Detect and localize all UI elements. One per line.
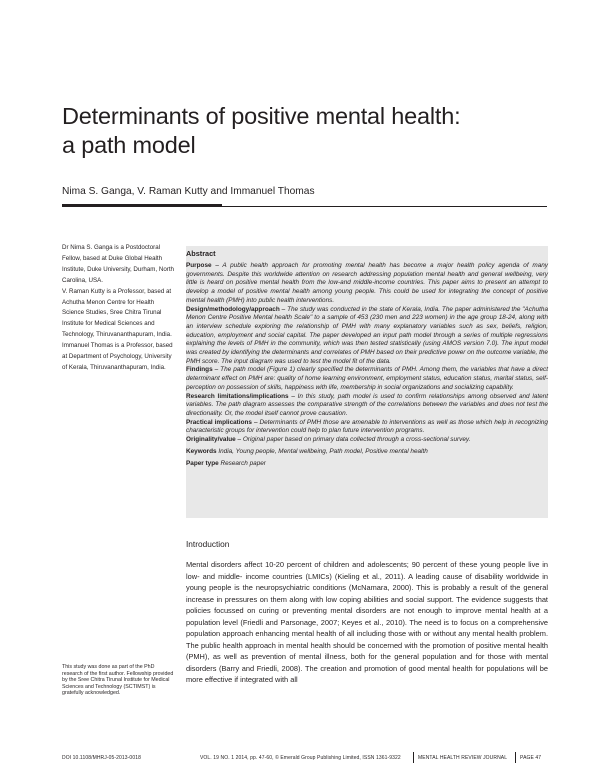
footer-page: PAGE 47 bbox=[520, 755, 542, 761]
originality-text: – Original paper based on primary data collected through a cross-sectional survey. bbox=[235, 436, 471, 444]
purpose-label: Purpose bbox=[186, 262, 212, 269]
abstract-findings bbox=[186, 366, 548, 392]
funding-text: This study was done as part of the PhD research of the first author. Fellowship provided by the Sree Chitra Tirunal Institute for Medical Sciences and Technology (SCTIMST) is gratefully acknowledged. bbox=[62, 664, 174, 697]
author-bio-3: Immanuel Thomas is a Professor, based at Department of Psychology, University of Kerala, Thiruvananthapuram, India. bbox=[62, 342, 173, 371]
abstract-practical bbox=[186, 419, 548, 436]
footer-journal: MENTAL HEALTH REVIEW JOURNAL bbox=[418, 755, 508, 761]
practical-text: – Determinants of PMH those are amenable to interventions as well as those which help in recognizing characteristic groups for intervention could help to plan future intervention programs. bbox=[186, 418, 548, 435]
footer-doi: DOI 10.1108/MHRJ-05-2013-0018 bbox=[62, 755, 141, 761]
originality-label: Originality/value bbox=[186, 436, 236, 444]
findings-text: – The path model (Figure 1) clearly specified the determinants of PMH. Among them, the variables that have a direct determinant effect on PMH are: quality of home learning environment, employment status, education status, marital status, self-perception on possession of skills, happiness with life, membership in social organizations and socializing capability. bbox=[186, 366, 548, 391]
title-line-2: a path model bbox=[62, 132, 196, 158]
abstract-research bbox=[186, 393, 548, 419]
authors: Nima S. Ganga, V. Raman Kutty and Immanuel Thomas bbox=[62, 186, 315, 197]
funding-note bbox=[62, 664, 174, 697]
abstract-box bbox=[186, 246, 548, 518]
author-bio-2: V. Raman Kutty is a Professor, based at Achutha Menon Centre for Health Science Studies, Sree Chitra Tirunal Institute for Medical Sciences and Technology, Thiruvananthapuram, India. bbox=[62, 287, 172, 339]
footer-citation: VOL. 19 NO. 1 2014, pp. 47-60, © Emerald Group Publishing Limited, ISSN 1361-9322 bbox=[200, 755, 401, 761]
design-label: Design/methodology/approach bbox=[186, 305, 280, 313]
practical-label: Practical implications bbox=[186, 418, 252, 426]
keywords-label: Keywords bbox=[186, 447, 217, 455]
paper-type-label: Paper type bbox=[186, 459, 219, 467]
abstract-keywords bbox=[186, 447, 548, 457]
abstract-originality bbox=[186, 436, 548, 445]
abstract-design bbox=[186, 306, 548, 367]
research-text: – In this study, path model is used to confirm relationships among observed and latent variables. The path diagram assesses the comparative strength of the correlations between the variables and does not test the directionality. Or, the model itself cannot prove causation. bbox=[186, 392, 548, 417]
title-line-1: Determinants of positive mental health: bbox=[62, 103, 461, 129]
purpose-text: – A public health approach for promoting mental health has become a major health policy agenda of many governments. Despite this worldwide attention on research addressing population mental health and general wellbeing, very little is heard on positive mental health from the low-and middle-income countries. This paper aims to present an attempt to develop a model of positive mental health among young people. This could be used for integrating the concept of positive mental health (PMH) into public health interventions. bbox=[186, 262, 548, 304]
author-bio-1: Dr Nima S. Ganga is a Postdoctoral Fellow, based at Duke Global Health Institute, Duke University, Durham, North Carolina, USA. bbox=[62, 244, 174, 284]
header-rule bbox=[62, 206, 547, 207]
header-rule-accent bbox=[62, 204, 222, 206]
author-bios bbox=[62, 243, 174, 374]
findings-label: Findings bbox=[186, 366, 213, 374]
design-text: – The study was conducted in the state of Kerala, India. The paper administered the "Achutha Menon Centre Positive Mental health Scale" to a sample of 453 (230 men and 223 women) in the age group 18-24, along with an interview schedule exploring the relationship of PMH with many explanatory variables such as sex, beliefs, religion, education, employment and social capital. The paper developed an input path model through a series of multiple regressions explaining the levels of PMH in the community, which was then tested statistically (using AMOS version 7.0). The input model was created by identifying the determinants and correlates of PMH based on their predictive power on the outcome variable, the PMH score. The input diagram was used to test the model fit of the data. bbox=[186, 305, 548, 365]
research-label: Research limitations/implications bbox=[186, 392, 289, 400]
abstract-purpose bbox=[186, 262, 548, 306]
introduction-body: Mental disorders affect 10-20 percent of children and adolescents; 90 percent of these young people live in low- and middle- income countries (LMICs) (Kieling et al., 2011). A leading cause of disability worldwide in young people is the neuropsychiatric conditions (McNamara, 2000). This is probably a result of the general increase in pressures on them along with low coping abilities and social support. The evidence suggests that policies focussed on curing or preventing mental disorders are not enough to improve mental health at a population level (Friedli and Parsonage, 2007; Keyes et al., 2010). The need is to focus on a comprehensive population approach enhancing mental health of all including those with or without any mental health problem. The public health approach in mental health should be concerned with the promotion of positive mental health (PMH), as well as prevention of mental illness, both for the general population and for those with mental disorders (Barry and Friedli, 2008). The creation and promotion of good mental health for populations will be more effective if integrated with all bbox=[186, 560, 548, 684]
keywords-text: India, Young people, Mental wellbeing, Path model, Positive mental health bbox=[216, 447, 428, 455]
footer-separator-1 bbox=[413, 752, 414, 763]
abstract-heading: Abstract bbox=[186, 249, 216, 258]
paper-type-text: Research paper bbox=[218, 459, 266, 467]
abstract-paper-type bbox=[186, 459, 548, 469]
introduction-heading: Introduction bbox=[186, 539, 230, 549]
article-title bbox=[62, 102, 562, 160]
footer-separator-2 bbox=[515, 752, 516, 763]
